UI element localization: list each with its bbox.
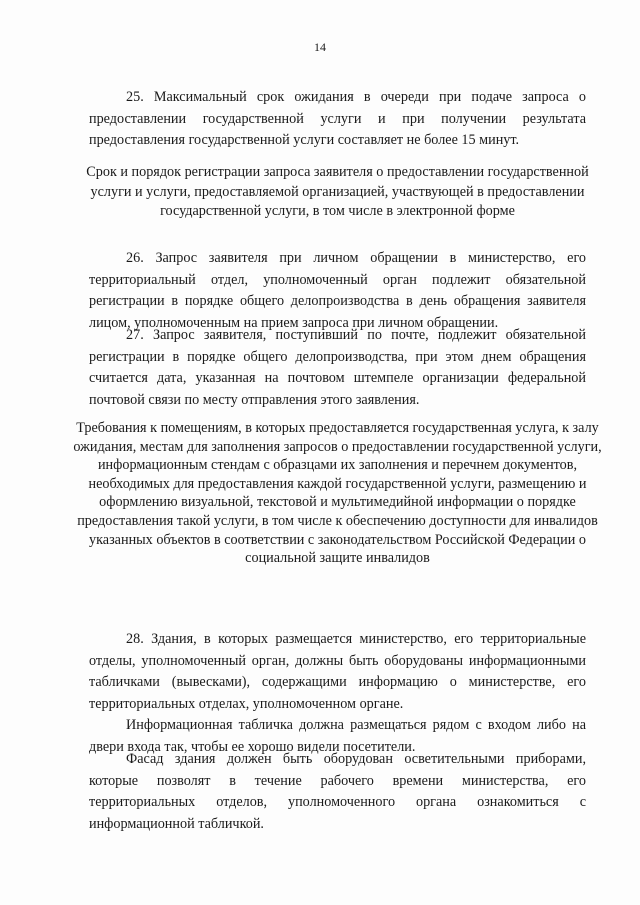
paragraph-27: 27. Запрос заявителя, поступивший по почте, подлежит обязательной регистрации в порядке общего делопроизводства, при этом днем обращения считается дата, указанная на почтовом штемпеле организации федеральной почтовой связи по месту отправления этого заявления.: [89, 327, 586, 408]
paragraph-26: 26. Запрос заявителя при личном обращении в министерство, его территориальный отдел, уполномоченный орган подлежит обязательной регистрации в порядке общего делопроизводства в день обращения заявителя лицом, уполномоченным на прием запроса при личном обращении.: [89, 250, 586, 331]
paragraph-28: 28. Здания, в которых размещается министерство, его территориальные отделы, уполномоченный орган, должны быть оборудованы информационными табличками (вывесками), содержащими информацию о министерстве, его территориальных отделах, уполномоченном органе.: [89, 631, 586, 712]
paragraph-info-sign: Информационная табличка должна размещаться рядом с входом либо на двери входа так, чтобы ее хорошо видели посетители.: [89, 717, 586, 755]
paragraph-facade: Фасад здания должен быть оборудован осветительными приборами, которые позволят в течение рабочего времени министерства, его территориальных отделов, уполномоченного органа ознакомиться с информационной табличкой.: [89, 751, 586, 832]
section-heading-premises: Требования к помещениям, в которых предоставляется государственная услуга, к залу ожидания, местам для заполнения запросов о предоставлении государственной услуги, информационным стендам с образцами их заполнения и перечнем документов, необходимых для предоставления каждой государственной услуги, размещению и оформлению визуальной, текстовой и мультимедийной информации о порядке предоставления такой услуги, в том числе к обеспечению доступности для инвалидов указанных объектов в соответствии с законодательством Российской Федерации о социальной защите инвалидов: [73, 420, 602, 567]
page-number: 14: [314, 40, 326, 54]
paragraph-25: 25. Максимальный срок ожидания в очереди при подаче запроса о предоставлении государственной услуги и при получении результата предоставления государственной услуги составляет не более 15 минут.: [89, 89, 586, 148]
section-heading-registration: Срок и порядок регистрации запроса заявителя о предоставлении государственной услуги и услуги, предоставляемой организацией, участвующей в предоставлении государственной услуги, в том числе в электронной форме: [86, 164, 589, 220]
